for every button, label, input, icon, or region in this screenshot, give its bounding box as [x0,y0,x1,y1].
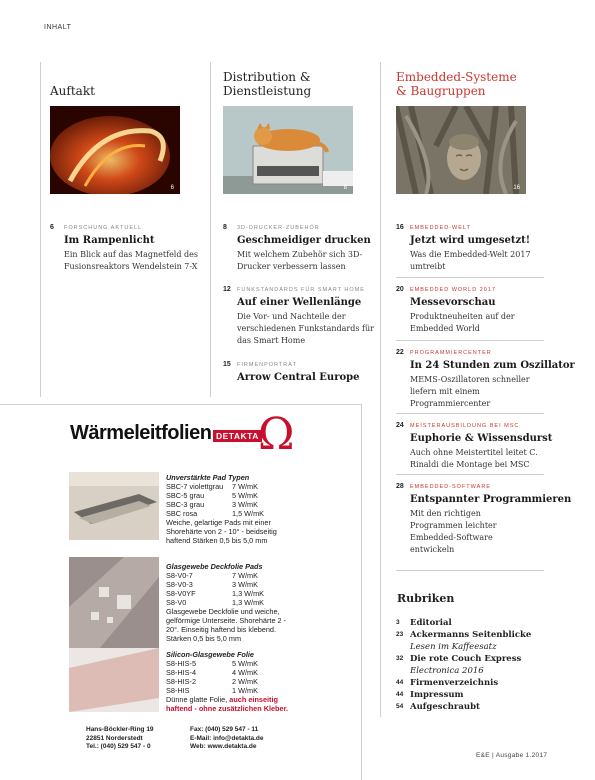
ad-spec-row: SBC-5 grau 5 W/mK [166,491,258,500]
entry-kicker: FORSCHUNG AKTUELL [64,225,143,231]
buddha-tree-image [396,106,526,194]
entry-title: Geschmeidiger drucken [237,235,371,246]
photo-page-number: 8 [343,185,347,191]
ad-spec-row: S8-HIS-5 5 W/mK [166,659,258,668]
entry-divider [396,413,544,414]
entry-page-number: 16 [396,224,404,231]
entry-description: Ein Blick auf das Magnetfeld des Fusionsreaktors Wendelstein 7-X [64,250,198,271]
entry-kicker: FUNKSTANDARDS FÜR SMART HOME [237,287,365,293]
entry-kicker: EMBEDDED-SOFTWARE [410,484,491,490]
ad-spec-row: S8-HIS 1 W/mK [166,686,258,695]
ad-block-text: Dünne glatte Folie, auch einseitig haftend - ohne zusätzlichen Kleber. [166,695,289,713]
ad-spec-row: S8-V0-7 7 W/mK [166,571,258,580]
rubriken-list [396,617,556,713]
column-divider [40,62,41,397]
entry-title: Arrow Central Europe [237,372,360,383]
ad-block-heading: Glasgewebe Deckfolie Pads [166,562,263,571]
ad-spec-row: SBC-3 grau 3 W/mK [166,500,258,509]
entry-divider [396,277,544,278]
plasma-image [50,106,180,194]
ad-title: Wärmeleitfolien [70,422,212,444]
photo-page-number: 16 [513,185,520,191]
ad-address: Hans-Böckler-Ring 19 22851 Norderstedt Tel.: (040) 529 547 - 0 [86,726,154,750]
ad-block-heading: Silicon-Glasgewebe Folie [166,650,254,659]
entry-description: Die Vor- und Nachteile der verschiedenen Funkstandards für das Smart Home [237,312,374,345]
entry-kicker: FIRMENPORTRÄT [237,362,298,368]
auftakt-photo[interactable] [50,106,180,194]
ad-spec-row: S8-V0YF 1,3 W/mK [166,589,265,598]
ad-spec-row: S8-HIS-4 4 W/mK [166,668,258,677]
ad-product-block [166,562,326,643]
entry-page-number: 15 [223,361,231,368]
rubrik-item[interactable]: 32 Die rote Couch Express Electronica 2016 [396,654,522,676]
cat-printer-image [223,106,353,194]
entry-kicker: PROGRAMMIERCENTER [410,350,492,356]
ad-product-block [166,473,326,545]
entry-divider [396,340,544,341]
entry-title: Auf einer Wellenlänge [237,297,362,308]
entry-title: Im Rampenlicht [64,235,155,246]
ad-spec-row: SBC-7 violettgrau 7 W/mK [166,482,258,491]
entry-kicker: EMBEDDED WORLD 2017 [410,287,496,293]
entry-title: Entspannter Programmieren [410,494,572,505]
entry-kicker: 3D-DRUCKER-ZUBEHÖR [237,225,320,231]
ad-contact[interactable]: Fax: (040) 529 547 - 11 E-Mail: info@detakta.de Web: www.detakta.de [190,726,264,750]
rubrik-item[interactable]: 3 Editorial [396,618,452,628]
ad-spec-row: SBC rosa 1,5 W/mK [166,509,265,518]
column-divider [380,62,381,717]
photo-page-number: 6 [170,185,174,191]
section-divider [396,570,544,571]
column-title-distribution: Distribution & Dienstleistung [223,70,312,98]
entry-title: Messevorschau [410,297,496,308]
distribution-photo[interactable] [223,106,353,194]
ad-spec-row: S8-V0 1,3 W/mK [166,598,265,607]
rubrik-item[interactable]: 23 Ackermanns Seitenblicke Lesen im Kaffeesatz [396,630,532,652]
ad-spec-row: S8-HIS-2 2 W/mK [166,677,258,686]
entry-page-number: 24 [396,422,404,429]
column-title-embedded: Embedded-Systeme & Baugruppen [396,70,517,98]
section-header: INHALT [44,24,72,31]
entry-page-number: 8 [223,224,227,231]
entry-title: In 24 Stunden zum Oszillator [410,360,575,371]
ad-brand-logo: DETAKTA [213,430,262,442]
ad-image-silicon [69,648,159,712]
column-divider [210,62,211,397]
entry-page-number: 28 [396,483,404,490]
entry-description: Auch ohne Meistertitel leitet C. Rinaldi die Montage bei MSC [410,448,538,469]
ad-image-glasgewebe [69,557,159,649]
rubriken-title: Rubriken [397,592,455,605]
ad-image-pads [69,472,159,540]
advertisement[interactable] [0,404,362,780]
entry-kicker: EMBEDDED-WELT [410,225,471,231]
entry-page-number: 20 [396,286,404,293]
entry-description: Mit welchem Zubehör sich 3D-Drucker verbessern lassen [237,250,363,271]
entry-title: Jetzt wird umgesetzt! [410,235,531,246]
entry-kicker: MEISTERAUSBILDUNG BEI MSC [410,423,520,429]
entry-page-number: 6 [50,224,54,231]
entry-description: Produktneuheiten auf der Embedded World [410,312,515,333]
entry-description: Mit den richtigen Programmen leichter Embedded-Software entwickeln [410,509,497,554]
entry-page-number: 12 [223,286,231,293]
embedded-photo[interactable] [396,106,526,194]
rubrik-item[interactable]: 54 Aufgeschraubt [396,702,480,712]
omega-logo-icon: Ω [258,409,295,460]
ad-block-text: Weiche, gelartige Pads mit einer Shorehärte von 2 - 10° - beidseitig haftend Stärken 0,5 bis 5,0 mm [166,518,277,545]
entry-description: Was die Embedded-Welt 2017 umtreibt [410,250,531,271]
column-title-auftakt: Auftakt [50,84,95,98]
entry-page-number: 22 [396,349,404,356]
ad-spec-row: S8-V0-3 3 W/mK [166,580,258,589]
ad-block-heading: Unverstärkte Pad Typen [166,473,250,482]
ad-block-text: Glasgewebe Deckfolie und weiche, gelförmige Unterseite. Shorehärte 2 - 20°. Einseitig haftend bis klebend. Stärken 0,5 bis 5,0 mm [166,607,287,643]
ad-product-block [166,650,326,713]
rubrik-item[interactable]: 44 Firmenverzeichnis [396,678,499,688]
page-footer: E&E | Ausgabe 1.2017 [476,752,548,759]
entry-divider [396,474,544,475]
rubrik-item[interactable]: 44 Impressum [396,690,464,700]
entry-description: MEMS-Oszillatoren schneller liefern mit einem Programmiercenter [410,375,530,408]
entry-title: Euphorie & Wissensdurst [410,433,553,444]
